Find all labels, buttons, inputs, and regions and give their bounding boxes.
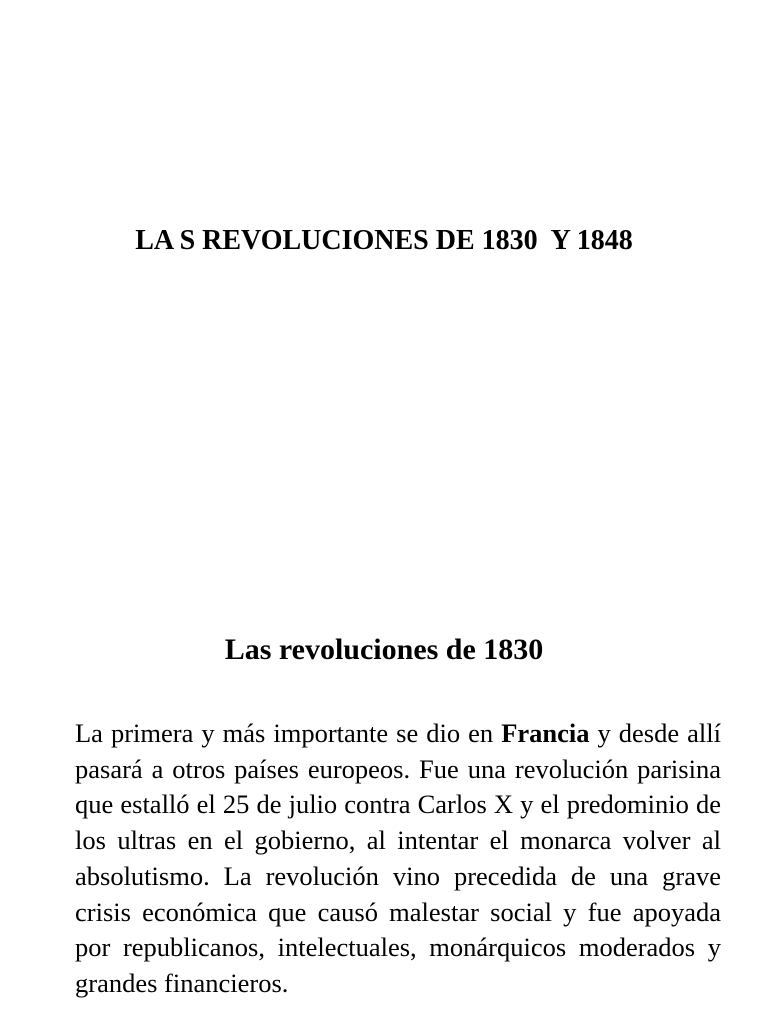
body-paragraph — [75, 716, 721, 1002]
section-heading: Las revoluciones de 1830 — [224, 633, 544, 666]
document-title: LA S REVOLUCIONES DE 1830 Y 1848 — [135, 225, 633, 256]
paragraph-text-start: La primera y más importante se dio en — [75, 718, 502, 748]
paragraph-text-rest: y desde allí pasará a otros países europeos. Fue una revolución parisina que estalló el 25 de julio contra Carlos X y el predominio de los ultras en el gobierno, al intentar el monarca volver al absolutismo. La revolución vino precedida de una grave crisis económica que causó malestar social y fue apoyada por republicanos, intelectuales, monárquicos moderados y grandes financieros. — [75, 718, 721, 998]
emphasized-country: Francia — [501, 718, 590, 748]
